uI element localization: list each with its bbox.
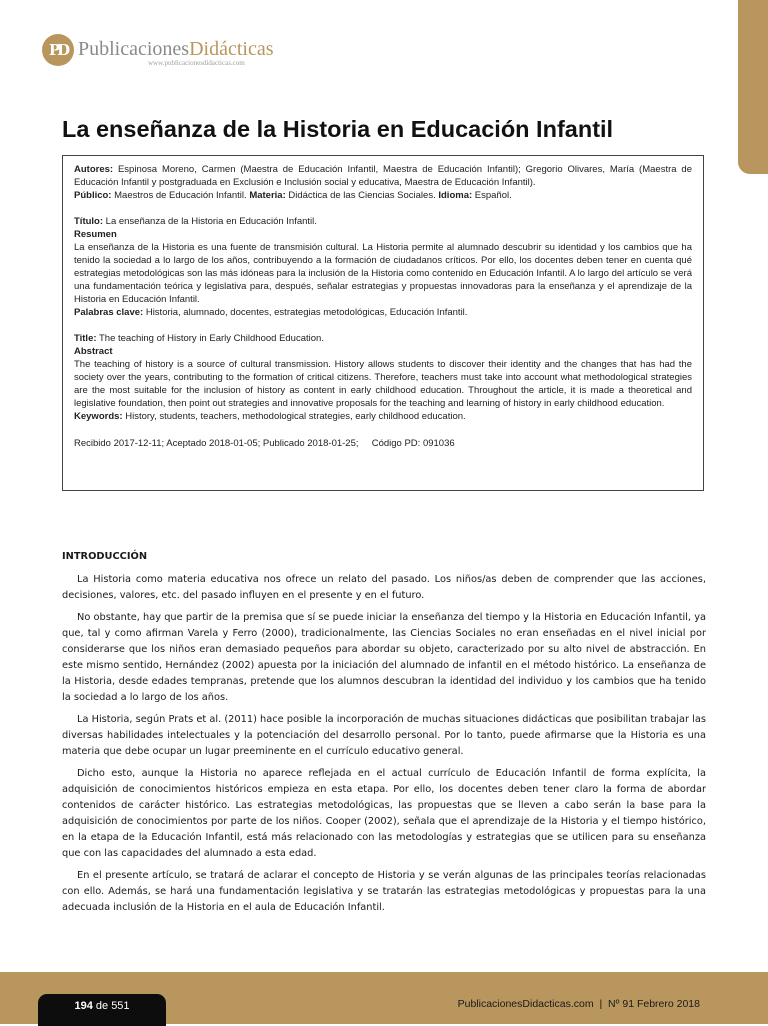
title-en-text: The teaching of History in Early Childhood Education. bbox=[99, 333, 324, 344]
side-accent-tab bbox=[738, 0, 768, 174]
page-of: de bbox=[95, 1000, 109, 1012]
resumen-heading: Resumen bbox=[74, 229, 117, 240]
body-paragraph: En el presente artículo, se tratará de aclarar el concepto de Historia y se verán algunas de las principales teorías relacionadas con ello. Además, se hará una fundamentación legislativa y se tratarán las estrategias metodológicas y propuestas para la una adecuada inclusión de la Historia en el aula de Educación Infantil. bbox=[62, 870, 706, 913]
subject-text: Didáctica de las Ciencias Sociales. bbox=[288, 190, 436, 201]
body-paragraph: No obstante, hay que partir de la premisa que sí se puede iniciar la enseñanza del tiempo y la Historia en Educación Infantil, ya que, tal y como afirman Varela y Ferro (2000), tradicionalmente, las Ciencias Sociales no eran enseñadas en el nivel inicial por considerarse que los niños eran demasiado pequeños para abordar su objeto, caracterizado por su alto nivel de abstracción. En este mismo sentido, Hernández (2002) apuesta por la iniciación del alumnado de infantil en el método histórico. La enseñanza de la Historia, desde edades tempranas, pretende que los alumnos descubran la identidad del individuo y los cambios que ha tenido la sociedad a lo largo de los años. bbox=[62, 612, 706, 703]
spacer bbox=[74, 319, 692, 332]
keywords-text: History, students, teachers, methodological strategies, early childhood education. bbox=[125, 411, 466, 422]
pd-code: Código PD: 091036 bbox=[371, 438, 455, 449]
audience-text: Maestros de Educación Infantil. bbox=[114, 190, 247, 201]
dates-line bbox=[74, 437, 692, 450]
titulo-label: Título: bbox=[74, 216, 104, 227]
title-en-line bbox=[74, 332, 692, 345]
article-title: La enseñanza de la Historia en Educación Infantil bbox=[62, 116, 614, 142]
titulo-text: La enseñanza de la Historia en Educación Infantil. bbox=[105, 216, 317, 227]
resumen-text: La enseñanza de la Historia es una fuente de transmisión cultural. La Historia permite al alumnado descubrir su identidad y los cambios que ha tenido la sociedad a lo largo de los años, contribuyendo a la formación de ciudadanos críticos. Por ello, los docentes deben tener en cuenta qué estrategias metodológicas son las más idóneas para la inclusión de la Historia como contenido en Educación Infantil. A lo largo del artículo se verá una fundamentación teórica y legislativa para, después, señalar estrategias y propuestas innovadoras para la enseñanza y el aprendizaje de la Historia en Educación Infantil. bbox=[74, 242, 692, 305]
abstract-text: The teaching of history is a source of cultural transmission. History allows students to discover their identity and the changes that has had the society over the years, contributing to the formation of critical citizens. Therefore, teachers must take into account what methodological strategies are the most suitable for the inclusion of history as content in early childhood education. Throughout the article, it is made a theoretical and legislative foundation, then point out strategies and innovative proposals for the teaching and learning of history in early childhood education. bbox=[74, 359, 692, 409]
page-current: 194 bbox=[74, 1000, 93, 1012]
keywords-line bbox=[74, 410, 692, 423]
subject-label: Materia: bbox=[249, 190, 286, 201]
spacer bbox=[74, 202, 692, 215]
language-text: Español. bbox=[474, 190, 512, 201]
language-label: Idioma: bbox=[438, 190, 473, 201]
body-paragraph: Dicho esto, aunque la Historia no aparece reflejada en el actual currículo de Educación Infantil de forma explícita, la adquisición de conocimientos históricos empieza en esta etapa. Por ello, los docentes deben tener claro la forma de abordar contenidos de carácter histórico. Las estrategias metodológicas, las propuestas que se lleven a cabo serán la base para la adquisición de conocimientos por parte de los niños. Cooper (2002), señala que el aprendizaje de la Historia y el tiempo histórico, en la etapa de la Educación Infantil, está más relacionado con las metodologías y estrategias que se utilicen para su enseñanza que con las capacidades del alumnado a esta edad. bbox=[62, 768, 706, 859]
title-en-label: Title: bbox=[74, 333, 97, 344]
brand-url: www.publicacionesdidacticas.com bbox=[148, 59, 245, 67]
footer-publication-info bbox=[330, 998, 700, 1010]
section-heading: INTRODUCCIÓN bbox=[62, 551, 148, 562]
abstract-heading: Abstract bbox=[74, 346, 113, 357]
body-paragraph: La Historia, según Prats et al. (2011) hace posible la incorporación de muchas situaciones didácticas que posibilitan trabajar las diversas habilidades intelectuales y la potenciación del desarrollo personal. Por lo tanto, puede afirmarse que la Historia es una materia que debe ocupar un lugar preeminente en el currículo educativo general. bbox=[62, 714, 706, 757]
palabras-label: Palabras clave: bbox=[74, 307, 144, 318]
dates-text: Recibido 2017-12-11; Aceptado 2018-01-05; Publicado 2018-01-25; bbox=[74, 438, 359, 449]
authors-text: Espinosa Moreno, Carmen (Maestra de Educación Infantil, Maestra de Educación Infantil); Gregorio Olivares, María (Maestra de Educación Infantil y postgraduada en Exclusión e Inclusión social y educativa, Maestra de Educación Infantil). bbox=[74, 164, 692, 188]
brand-name-part2: Didácticas bbox=[189, 38, 274, 60]
meta-line bbox=[74, 189, 692, 202]
article-body bbox=[62, 549, 706, 922]
brand-name-part1: Publicaciones bbox=[78, 38, 190, 60]
palabras-text: Historia, alumnado, docentes, estrategias metodológicas, Educación Infantil. bbox=[145, 307, 468, 318]
page-number bbox=[38, 994, 166, 1026]
publication-logo[interactable] bbox=[42, 34, 272, 70]
authors-line bbox=[74, 163, 692, 189]
footer-separator: | bbox=[599, 998, 603, 1010]
palabras-line bbox=[74, 306, 692, 319]
abstract-box bbox=[62, 155, 704, 491]
brand-name bbox=[78, 38, 274, 61]
body-paragraph: La Historia como materia educativa nos ofrece un relato del pasado. Los niños/as deben de comprender que las acciones, decisiones, valores, etc. del pasado influyen en el presente y en el futuro. bbox=[62, 574, 706, 601]
audience-label: Público: bbox=[74, 190, 112, 201]
authors-label: Autores: bbox=[74, 164, 114, 175]
keywords-label: Keywords: bbox=[74, 411, 123, 422]
titulo-line bbox=[74, 215, 692, 228]
spacer bbox=[74, 423, 692, 437]
footer-issue: Nº 91 Febrero 2018 bbox=[608, 998, 700, 1010]
page-total: 551 bbox=[111, 1000, 130, 1012]
logo-monogram: PD bbox=[42, 34, 74, 66]
footer-site-link[interactable]: PublicacionesDidacticas.com bbox=[457, 998, 594, 1010]
